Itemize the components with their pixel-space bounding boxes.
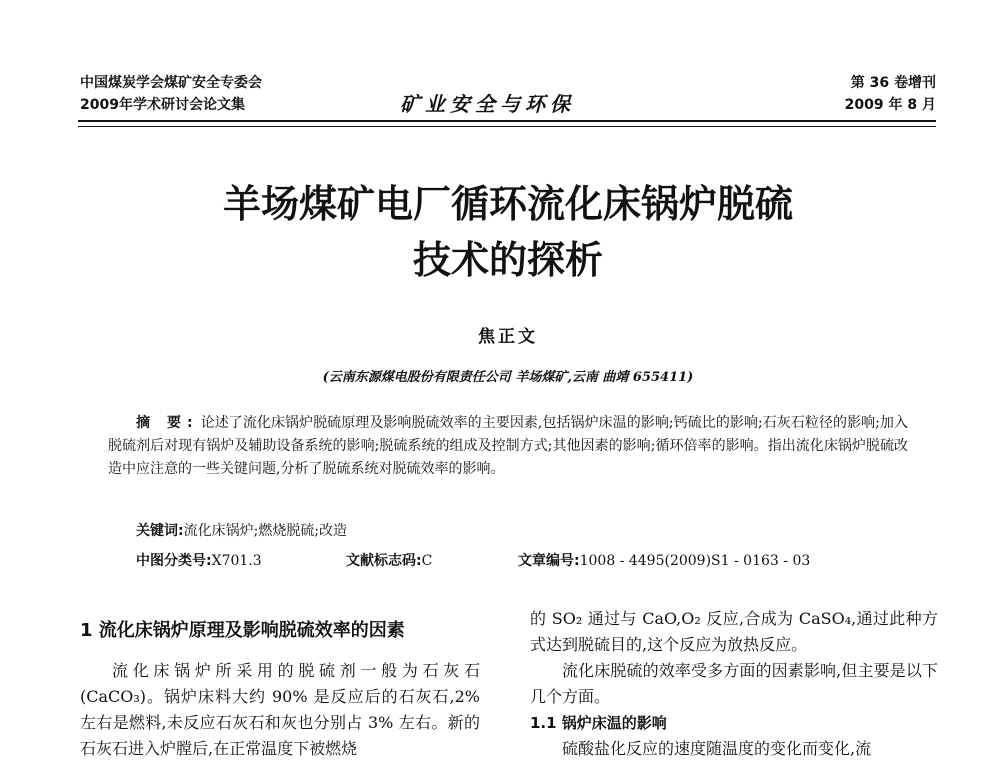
subsection-heading: 1.1 锅炉床温的影响 bbox=[530, 714, 667, 732]
proceedings-line: 2009年学术研讨会论文集 bbox=[80, 97, 245, 113]
keywords-text: 流化床锅炉;燃烧脱硫;改造 bbox=[183, 523, 348, 539]
affiliation: (云南东源煤电股份有限责任公司 羊场煤矿,云南 曲靖 655411) bbox=[322, 370, 694, 385]
doc-code bbox=[346, 550, 518, 570]
doc-value: C bbox=[421, 553, 433, 569]
article-label: 文章编号: bbox=[518, 553, 580, 569]
title-line-1: 羊场煤矿电厂循环流化床锅炉脱硫 bbox=[222, 182, 793, 226]
body-paragraph: 流化床锅炉所采用的脱硫剂一般为石灰石(CaCO₃)。锅炉床料大约 90% 是反应后的石灰石,2% 左右是燃料,未反应石灰石和灰也分别占 3% 左右。新的石灰石进入炉膛后,在正常温度下被燃烧 bbox=[80, 661, 480, 758]
journal-name: 矿业安全与环保 bbox=[400, 92, 575, 116]
header-rule-thin bbox=[78, 126, 936, 127]
body-paragraph: 硫酸盐化反应的速度随温度的变化而变化,流 bbox=[562, 739, 872, 758]
keywords bbox=[136, 520, 347, 540]
date-line: 2009 年 8 月 bbox=[844, 97, 936, 113]
journal-info-right bbox=[845, 72, 936, 116]
paper-title bbox=[80, 176, 936, 288]
abstract-text: 论述了流化床锅炉脱硫原理及影响脱硫效率的主要因素,包括锅炉床温的影响;钙硫比的影响;石灰石粒径的影响;加入脱硫剂后对现有锅炉及辅助设备系统的影响;脱硫系统的组成及控制方式;其他因素的影响;循环倍率的影响。指出流化床锅炉脱硫改造中应注意的一些关键问题,分析了脱硫系统对脱硫效率的影响。 bbox=[108, 415, 908, 477]
doc-label: 文献标志码: bbox=[346, 553, 422, 569]
left-column bbox=[80, 610, 480, 762]
society-line: 中国煤炭学会煤矿安全专委会 bbox=[80, 75, 262, 91]
section-heading: 1 流化床锅炉原理及影响脱硫效率的因素 bbox=[80, 620, 405, 641]
author: 焦正文 bbox=[478, 327, 538, 347]
clc-label: 中图分类号: bbox=[136, 553, 212, 569]
clc-value: X701.3 bbox=[211, 553, 262, 569]
article-number bbox=[518, 550, 810, 570]
body-paragraph: 的 SO₂ 通过与 CaO,O₂ 反应,合成为 CaSO₄,通过此种方式达到脱硫目的,这个反应为放热反应。 bbox=[530, 609, 938, 654]
abstract-label: 摘 要: bbox=[136, 415, 199, 431]
article-value: 1008 - 4495(2009)S1 - 0163 - 03 bbox=[579, 553, 811, 569]
right-column bbox=[530, 606, 938, 762]
abstract bbox=[108, 412, 908, 481]
header-rule-thick bbox=[78, 120, 936, 122]
volume-line: 第 36 卷增刊 bbox=[850, 75, 936, 91]
body-paragraph: 流化床脱硫的效率受多方面的因素影响,但主要是以下几个方面。 bbox=[530, 661, 938, 706]
keywords-label: 关键词: bbox=[136, 523, 184, 539]
title-line-2: 技术的探析 bbox=[412, 238, 603, 282]
classification-line bbox=[136, 550, 916, 570]
clc-code bbox=[136, 550, 346, 570]
journal-info-left bbox=[80, 72, 262, 116]
